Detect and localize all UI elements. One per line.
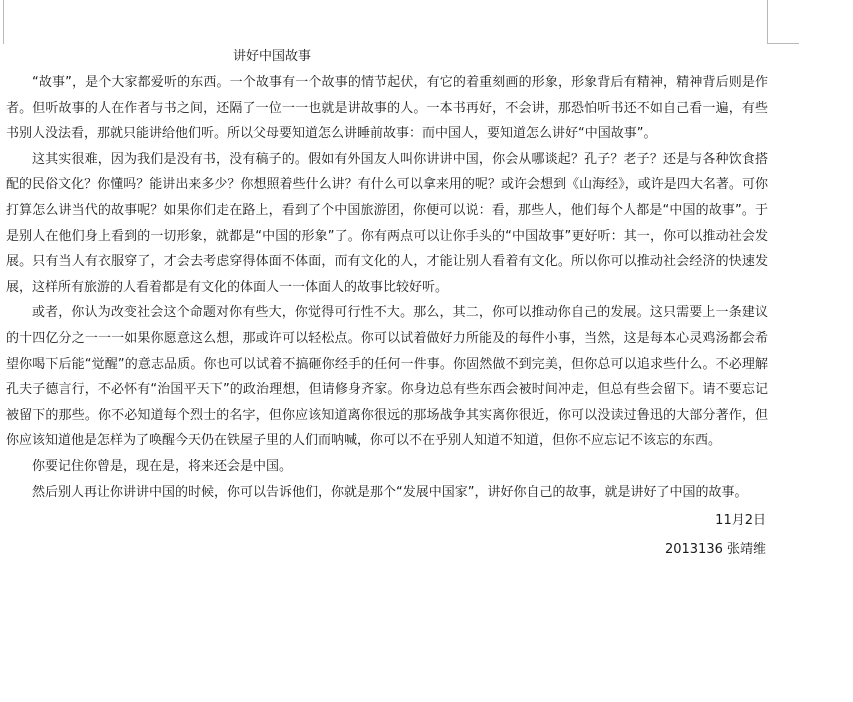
paragraph-3: 或者，你认为改变社会这个命题对你有些大，你觉得可行性不大。那么，其二，你可以推动你自己的发展。这只需要上一条建议的十四亿分之一一一如果你愿意这么想，那或许可以轻松点。你可以试着做好力所能及的每件小事，当然，这是每本心灵鸡汤都会希望你喝下后能“觉醒”的意志品质。你也可以试着不搞砸你经手的任何一件事。你固然做不到完美，但你总可以追求些什么。不必理解孔夫子德言行，不必怀有“治国平天下”的政治理想，但请修身齐家。你身边总有些东西会被时间冲走，但总有些会留下。请不要忘记被留下的那些。你不必知道每个烈士的名字，但你应该知道离你很远的那场战争其实离你很近，你可以没读过鲁迅的大部分著作，但你应该知道他是怎样为了唤醒今天仍在铁屋子里的人们而呐喊，你可以不在乎别人知道不知道，但你不应忘记不该忘的东西。: [6, 305, 768, 449]
crop-mark-top-right-horizontal: [767, 43, 799, 44]
crop-mark-top-right-vertical: [767, 0, 768, 44]
paragraph-4: 你要记住你曾是，现在是，将来还会是中国。: [32, 458, 293, 474]
document-page: [6, 44, 768, 564]
paragraph-5: 然后别人再让你讲讲中国的时候，你可以告诉他们，你就是那个“发展中国家”，讲好你自己的故事，就是讲好了中国的故事。: [32, 484, 748, 500]
document-signature: 2013136 张靖维: [664, 542, 766, 558]
document-date: 11月2日: [715, 513, 766, 529]
paragraph-1: “故事”，是个大家都爱听的东西。一个故事有一个故事的情节起伏，有它的着重刻画的形象，形象背后有精神，精神背后则是作者。但听故事的人在作者与书之间，还隔了一位一一也就是讲故事的人。一本书再好，不会讲，那恐怕听书还不如自己看一遍，有些书别人没法看，那就只能讲给他们听。所以父母要知道怎么讲睡前故事：而中国人，要知道怎么讲好“中国故事”。: [6, 75, 768, 142]
crop-mark-top-left: [3, 0, 4, 44]
document-title: 讲好中国故事: [232, 49, 311, 64]
paragraph-2: 这其实很难，因为我们是没有书，没有稿子的。假如有外国友人叫你讲讲中国，你会从哪谈起？孔子？老子？还是与各种饮食搭配的民俗文化？你懂吗？能讲出来多少？你想照着些什么讲？有什么可以拿来用的呢？或许会想到《山海经》，或许是四大名著。可你打算怎么讲当代的故事呢？如果你们走在路上，看到了个中国旅游团，你便可以说：看，那些人，他们每个人都是“中国的故事”。于是别人在他们身上看到的一切形象，就都是“中国的形象”了。你有两点可以让你手头的“中国故事”更好听：其一，你可以推动社会发展。只有当人有衣服穿了，才会去考虑穿得体面不体面，而有文化的人，才能让别人看着有文化。所以你可以推动社会经济的快速发展，这样所有旅游的人看着都是有文化的体面人一一体面人的故事比较好听。: [6, 151, 768, 295]
